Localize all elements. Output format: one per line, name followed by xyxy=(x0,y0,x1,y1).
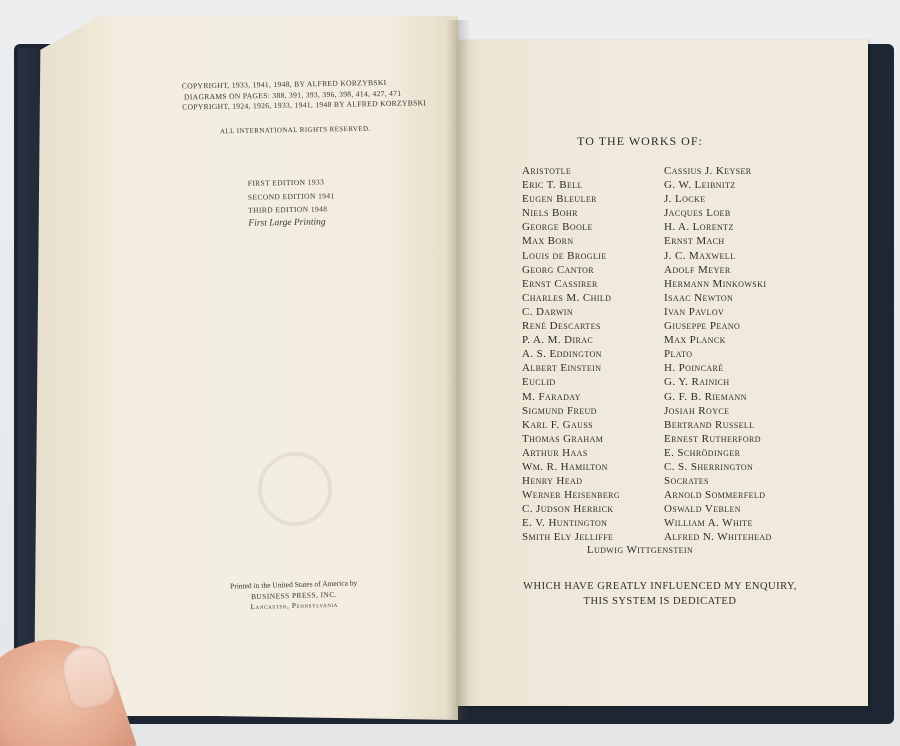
name-item: Isaac Newton xyxy=(664,291,734,304)
bleed-through-emblem xyxy=(258,452,332,526)
name-item: E. V. Huntington xyxy=(522,517,608,530)
name-item: René Descartes xyxy=(522,320,601,333)
name-item: Ivan Pavlov xyxy=(664,305,725,318)
name-item: Max Planck xyxy=(664,334,726,347)
printer-line: Printed in the United States of America by xyxy=(229,578,358,591)
name-item: C. Darwin xyxy=(522,305,574,318)
name-item: H. Poincaré xyxy=(664,362,724,375)
name-item: William A. White xyxy=(664,517,753,530)
name-item: A. S. Eddington xyxy=(522,348,602,361)
name-item: H. A. Lorentz xyxy=(664,221,734,234)
dedication-line: WHICH HAVE GREATLY INFLUENCED MY ENQUIRY, xyxy=(523,581,797,592)
edition-list xyxy=(248,175,336,231)
printer-press: BUSINESS PRESS, INC. xyxy=(250,589,338,601)
copyright-line: COPYRIGHT, 1933, 1941, 1948, BY ALFRED KORZYBSKI xyxy=(181,77,387,91)
name-item: M. Faraday xyxy=(522,390,581,403)
name-item: Smith Ely Jelliffe xyxy=(522,531,614,544)
name-item: Plato xyxy=(664,348,693,361)
copyright-line: DIAGRAMS ON PAGES: 388, 391, 393, 396, 398, 414, 427, 471 xyxy=(183,88,402,102)
name-item: Sigmund Freud xyxy=(522,404,597,417)
name-item: Albert Einstein xyxy=(522,362,602,375)
dedication-text xyxy=(500,580,820,609)
name-item: E. Schrödinger xyxy=(664,446,741,459)
name-item: Arnold Sommerfeld xyxy=(664,489,766,502)
names-column-left xyxy=(522,164,620,545)
name-item: Aristotle xyxy=(522,165,572,177)
name-item: G. W. Leibnitz xyxy=(664,179,736,192)
name-item: Hermann Minkowski xyxy=(664,277,767,290)
name-item: J. C. Maxwell xyxy=(664,249,736,262)
name-item: Euclid xyxy=(522,376,556,389)
copyright-block xyxy=(100,77,440,114)
name-item: Louis de Broglie xyxy=(522,249,607,262)
name-item: Ernst Mach xyxy=(664,235,725,248)
name-item: Henry Head xyxy=(522,475,583,488)
name-item: Werner Heisenberg xyxy=(522,489,621,502)
name-item: Ernest Rutherford xyxy=(664,432,761,445)
name-item: Niels Bohr xyxy=(522,207,578,220)
name-item: Socrates xyxy=(664,475,709,488)
name-item: Giuseppe Peano xyxy=(664,320,741,333)
name-item: Wm. R. Hamilton xyxy=(522,460,608,473)
name-item: Georg Cantor xyxy=(522,263,595,276)
dedication-line: THIS SYSTEM IS DEDICATED xyxy=(583,595,737,607)
name-item: Oswald Veblen xyxy=(664,503,741,516)
name-item: George Boole xyxy=(522,221,593,234)
name-item: C. Judson Herrick xyxy=(522,503,614,516)
name-item: G. F. B. Riemann xyxy=(664,390,747,403)
names-column-right xyxy=(664,164,772,545)
name-item: Charles M. Child xyxy=(522,291,612,304)
name-item: Thomas Graham xyxy=(522,432,604,445)
rights-reserved: ALL INTERNATIONAL RIGHTS RESERVED. xyxy=(219,124,371,136)
edition-line: FIRST EDITION 1933 xyxy=(247,177,325,188)
name-item: Adolf Meyer xyxy=(664,263,731,276)
name-item: P. A. M. Dirac xyxy=(522,334,594,347)
printer-city: Lancaster, Pennsylvania xyxy=(250,600,339,612)
edition-line: SECOND EDITION 1941 xyxy=(247,190,335,202)
printer-imprint xyxy=(214,578,375,614)
name-item: J. Locke xyxy=(664,193,706,206)
name-item: Cassius J. Keyser xyxy=(664,165,752,177)
book-gutter xyxy=(446,20,470,720)
name-item: Josiah Royce xyxy=(664,404,730,417)
name-item: C. S. Sherrington xyxy=(664,460,754,473)
edition-line: THIRD EDITION 1948 xyxy=(248,204,328,215)
name-item: Alfred N. Whitehead xyxy=(664,531,772,544)
name-item-centered: Ludwig Wittgenstein xyxy=(586,544,694,556)
name-item: Jacques Loeb xyxy=(664,207,731,220)
name-item: Arthur Haas xyxy=(522,446,588,459)
printing-line: First Large Printing xyxy=(248,217,326,229)
dedication-heading: TO THE WORKS OF: xyxy=(577,134,703,148)
name-item: Bertrand Russell xyxy=(664,418,755,431)
name-item: Ernst Cassirer xyxy=(522,277,598,290)
name-item: Max Born xyxy=(522,235,574,248)
name-item: Eugen Bleuler xyxy=(522,193,597,206)
name-item: Eric T. Bell xyxy=(522,179,583,192)
name-item: G. Y. Rainich xyxy=(664,376,730,389)
copyright-line: COPYRIGHT, 1924, 1926, 1933, 1941, 1948 BY ALFRED KORZYBSKI xyxy=(182,98,427,112)
name-item: Karl F. Gauss xyxy=(522,418,594,431)
